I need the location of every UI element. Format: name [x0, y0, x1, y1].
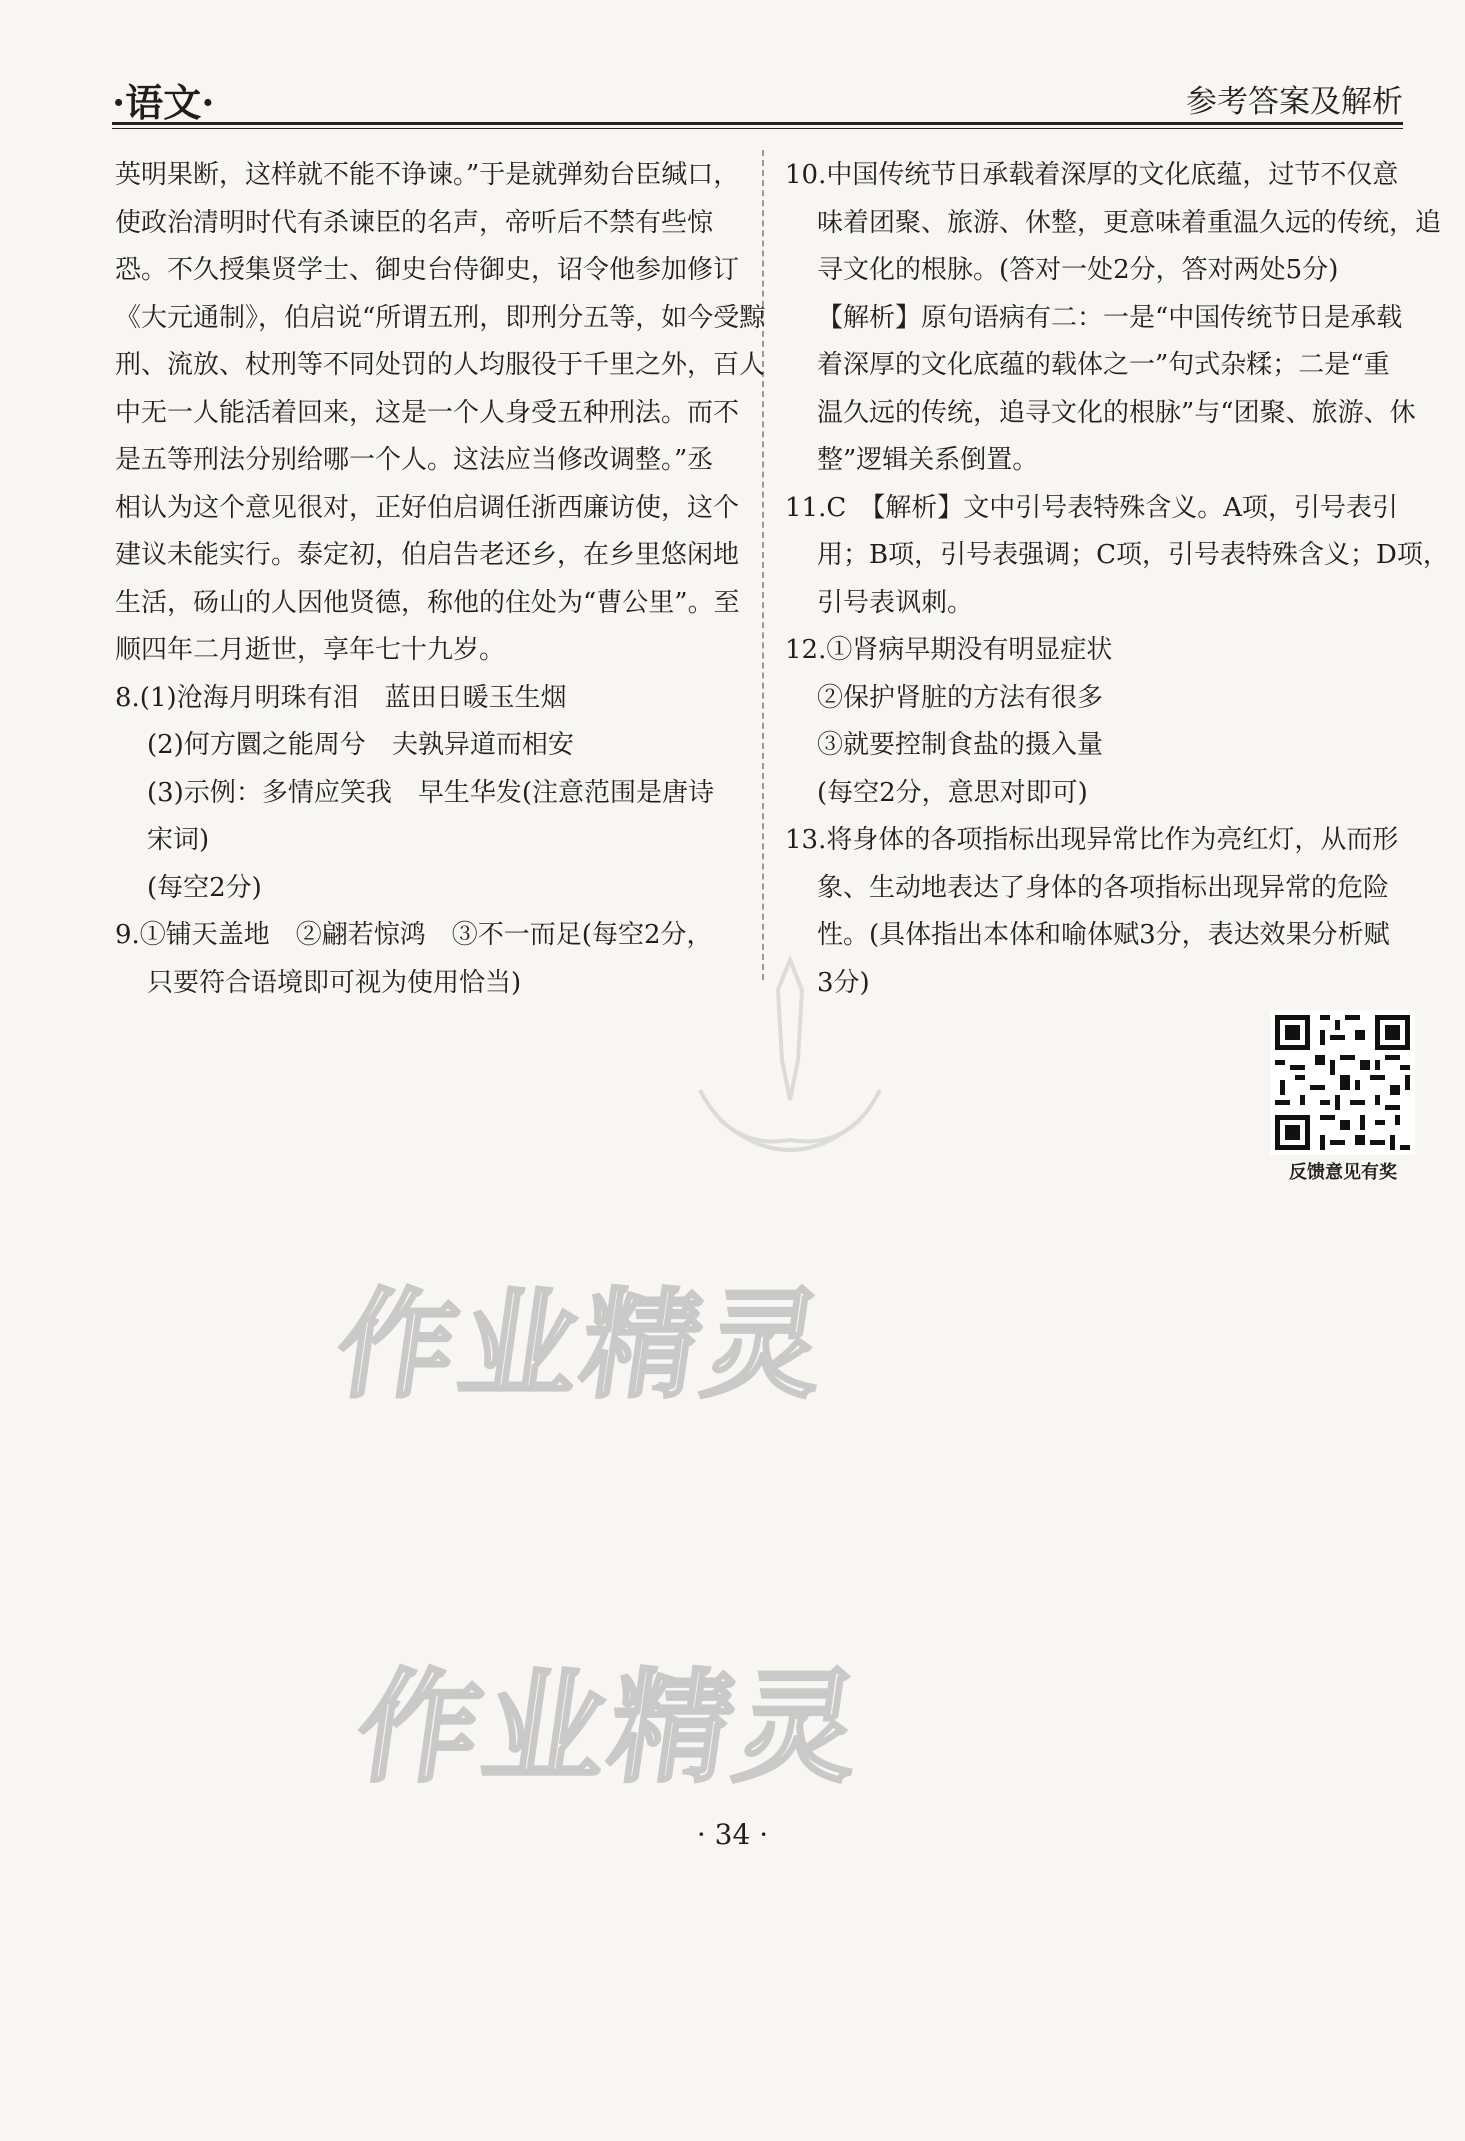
analysis-line: 着深厚的文化底蕴的载体之一”句式杂糅；二是“重 [817, 350, 1390, 380]
answer-13-line: 象、生动地表达了身体的各项指标出现异常的危险 [817, 872, 1390, 903]
text-line: 建议未能实行。泰定初，伯启告老还乡，在乡里悠闲地 [115, 540, 740, 570]
answer-12-line: ②保护肾脏的方法有很多 [817, 682, 1104, 713]
text-line: 刑、流放、杖刑等不同处罚的人均服役于千里之外，百人 [115, 350, 766, 380]
answer-12-line: 12.①肾病早期没有明显症状 [785, 635, 1113, 665]
right-column [785, 152, 1449, 1007]
text-line: 生活，砀山的人因他贤德，称他的住处为“曹公里”。至 [115, 587, 740, 618]
header-rule-thick [112, 122, 1403, 125]
answer-13-line: 13.将身体的各项指标出现异常比作为亮红灯，从而形 [785, 825, 1399, 855]
qr-label: 反馈意见有奖 [1289, 1162, 1397, 1183]
answer-10-line: 10.中国传统节日承载着深厚的文化底蕴，过节不仅意 [785, 160, 1399, 190]
answer-12-line: (每空2分，意思对即可) [817, 777, 1088, 808]
answer-8-line: (每空2分) [147, 872, 262, 903]
text-line: 恐。不久授集贤学士、御史台侍御史，诏令他参加修订 [115, 255, 740, 285]
analysis-line: 【解析】原句语病有二：一是“中国传统节日是承载 [817, 302, 1403, 333]
watermark-text: 作业精灵 [348, 1657, 873, 1799]
answer-11-line: 用；B项，引号表强调；C项，引号表特殊含义；D项， [817, 540, 1449, 570]
answer-10-line: 寻文化的根脉。(答对一处2分，答对两处5分) [817, 255, 1339, 285]
header-rule-thin [112, 128, 1403, 129]
answer-13-line: 性。(具体指出本体和喻体赋3分，表达效果分析赋 [817, 920, 1390, 950]
column-divider [762, 150, 764, 980]
analysis-line: 整”逻辑关系倒置。 [817, 445, 1039, 475]
subject-label: ·语文· [112, 80, 215, 125]
answer-8-line: 宋词) [147, 825, 210, 855]
text-line: 相认为这个意见很对，正好伯启调任浙西廉访使，这个 [115, 492, 740, 523]
text-line: 顺四年二月逝世，享年七十九岁。 [115, 635, 506, 665]
text-line: 《大元通制》，伯启说“所谓五刑，即刑分五等，如今受黥 [115, 302, 766, 333]
text-line: 英明果断，这样就不能不诤谏。”于是就弹劾台臣缄口， [115, 160, 740, 190]
answer-13-line: 3分) [817, 967, 870, 998]
watermark-text: 作业精灵 [328, 1276, 837, 1414]
answer-11-line: 引号表讽刺。 [817, 587, 974, 618]
text-line: 使政治清明时代有杀谏臣的名声，帝听后不禁有些惊 [115, 207, 714, 238]
page-number: · 34 · [696, 1818, 769, 1851]
answer-8-line: (2)何方圜之能周兮 夫孰异道而相安 [147, 730, 574, 760]
answer-8-line: (3)示例：多情应笑我 早生华发(注意范围是唐诗 [147, 777, 714, 808]
answer-9-line: 9.①铺天盖地 ②翩若惊鸿 ③不一而足(每空2分， [115, 920, 713, 950]
analysis-line: 温久远的传统，追寻文化的根脉”与“团聚、旅游、休 [817, 397, 1416, 428]
text-line: 中无一人能活着回来，这是一个人身受五种刑法。而不 [115, 397, 740, 428]
answer-8-line: 8.(1)沧海月明珠有泪 蓝田日暖玉生烟 [115, 682, 567, 713]
answer-9-line: 只要符合语境即可视为使用恰当) [147, 967, 522, 998]
answer-11-line: 11.C 【解析】文中引号表特殊含义。A项，引号表引 [785, 492, 1399, 523]
section-title: 参考答案及解析 [1186, 84, 1403, 120]
answer-12-line: ③就要控制食盐的摄入量 [817, 730, 1104, 760]
left-column [115, 152, 766, 1007]
answer-10-line: 味着团聚、旅游、休整，更意味着重温久远的传统，追 [817, 207, 1442, 238]
page-header [112, 62, 1403, 125]
text-line: 是五等刑法分别给哪一个人。这法应当修改调整。”丞 [115, 445, 714, 475]
qr-code-icon[interactable] [1270, 1010, 1415, 1155]
